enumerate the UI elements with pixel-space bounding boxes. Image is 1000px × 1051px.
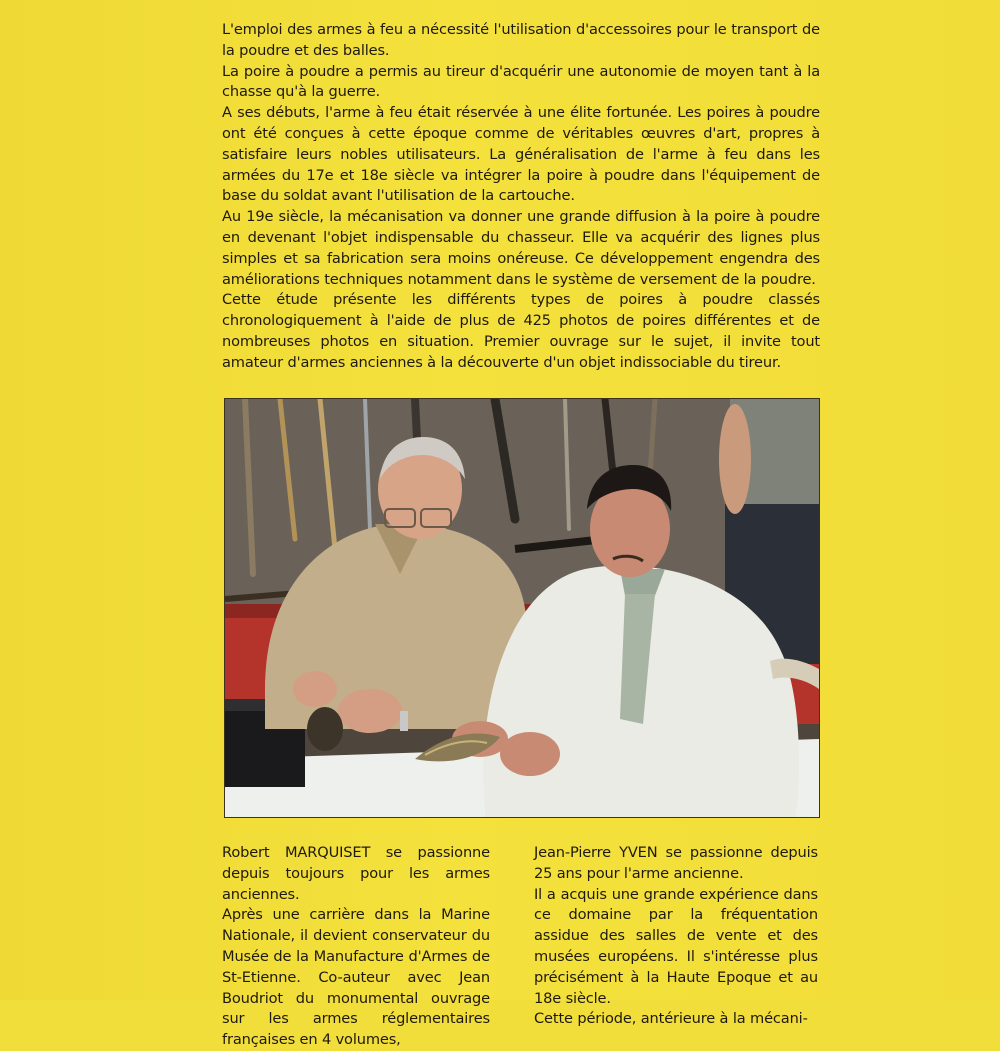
bio-paragraph: Jean-Pierre YVEN se passionne depuis 25 ans pour l'arme ancienne. xyxy=(534,844,818,882)
bio-paragraph: Robert MARQUISET se passionne depuis toujours pour les armes anciennes. xyxy=(222,844,490,903)
intro-paragraph: L'emploi des armes à feu a nécessité l'utilisation d'accessoires pour le transport de la poudre et des balles. xyxy=(222,21,820,59)
intro-paragraph: Cette étude présente les différents types de poires à poudre classés chronologiquement à l'aide de plus de 425 photos de poires différentes et de nombreuses photos en situation. Premier ouvrage sur le sujet, il invite tout amateur d'armes anciennes à la découverte d'un objet indissociable du tireur. xyxy=(222,291,820,371)
bio-paragraph: Après une carrière dans la Marine Nationale, il devient conservateur du Musée de la Manufacture d'Armes de St-Etienne. Co-auteur avec Jean Boudriot du monumental ouvrage sur les armes réglementaires françaises en 4 volumes, xyxy=(222,906,490,1049)
photo-illustration xyxy=(225,399,819,817)
intro-paragraph: A ses débuts, l'arme à feu était réservée à une élite fortunée. Les poires à poudre ont été conçues à cette époque comme de véritables œuvres d'art, propres à satisfaire leurs nobles utilisateurs. La généralisation de l'arme à feu dans les armées du 17e et 18e siècle va intégrer la poire à poudre dans l'équipement de base du soldat avant l'utilisation de la cartouche. xyxy=(222,104,820,205)
bio-paragraph: Cette période, antérieure à la mécani- xyxy=(534,1010,808,1028)
authors-photo xyxy=(224,398,820,818)
intro-paragraph: Au 19e siècle, la mécanisation va donner une grande diffusion à la poire à poudre en devenant l'objet indispensable du chasseur. Elle va acquérir des lignes plus simples et sa fabrication sera moins onéreuse. Ce développement engendra des améliorations techniques notamment dans le système de versement de la poudre. xyxy=(222,208,820,288)
intro-paragraph: La poire à poudre a permis au tireur d'acquérir une autonomie de moyen tant à la chasse qu'à la guerre. xyxy=(222,62,820,101)
bio-jean-pierre-yven xyxy=(534,843,818,1030)
bio-paragraph: Il a acquis une grande expérience dans ce domaine par la fréquentation assidue des salles de vente et des musées européens. Il s'intéresse plus précisément à la Haute Epoque et au 18e siècle. xyxy=(534,885,818,1007)
intro-text xyxy=(222,20,820,374)
bio-robert-marquiset xyxy=(222,843,490,1051)
